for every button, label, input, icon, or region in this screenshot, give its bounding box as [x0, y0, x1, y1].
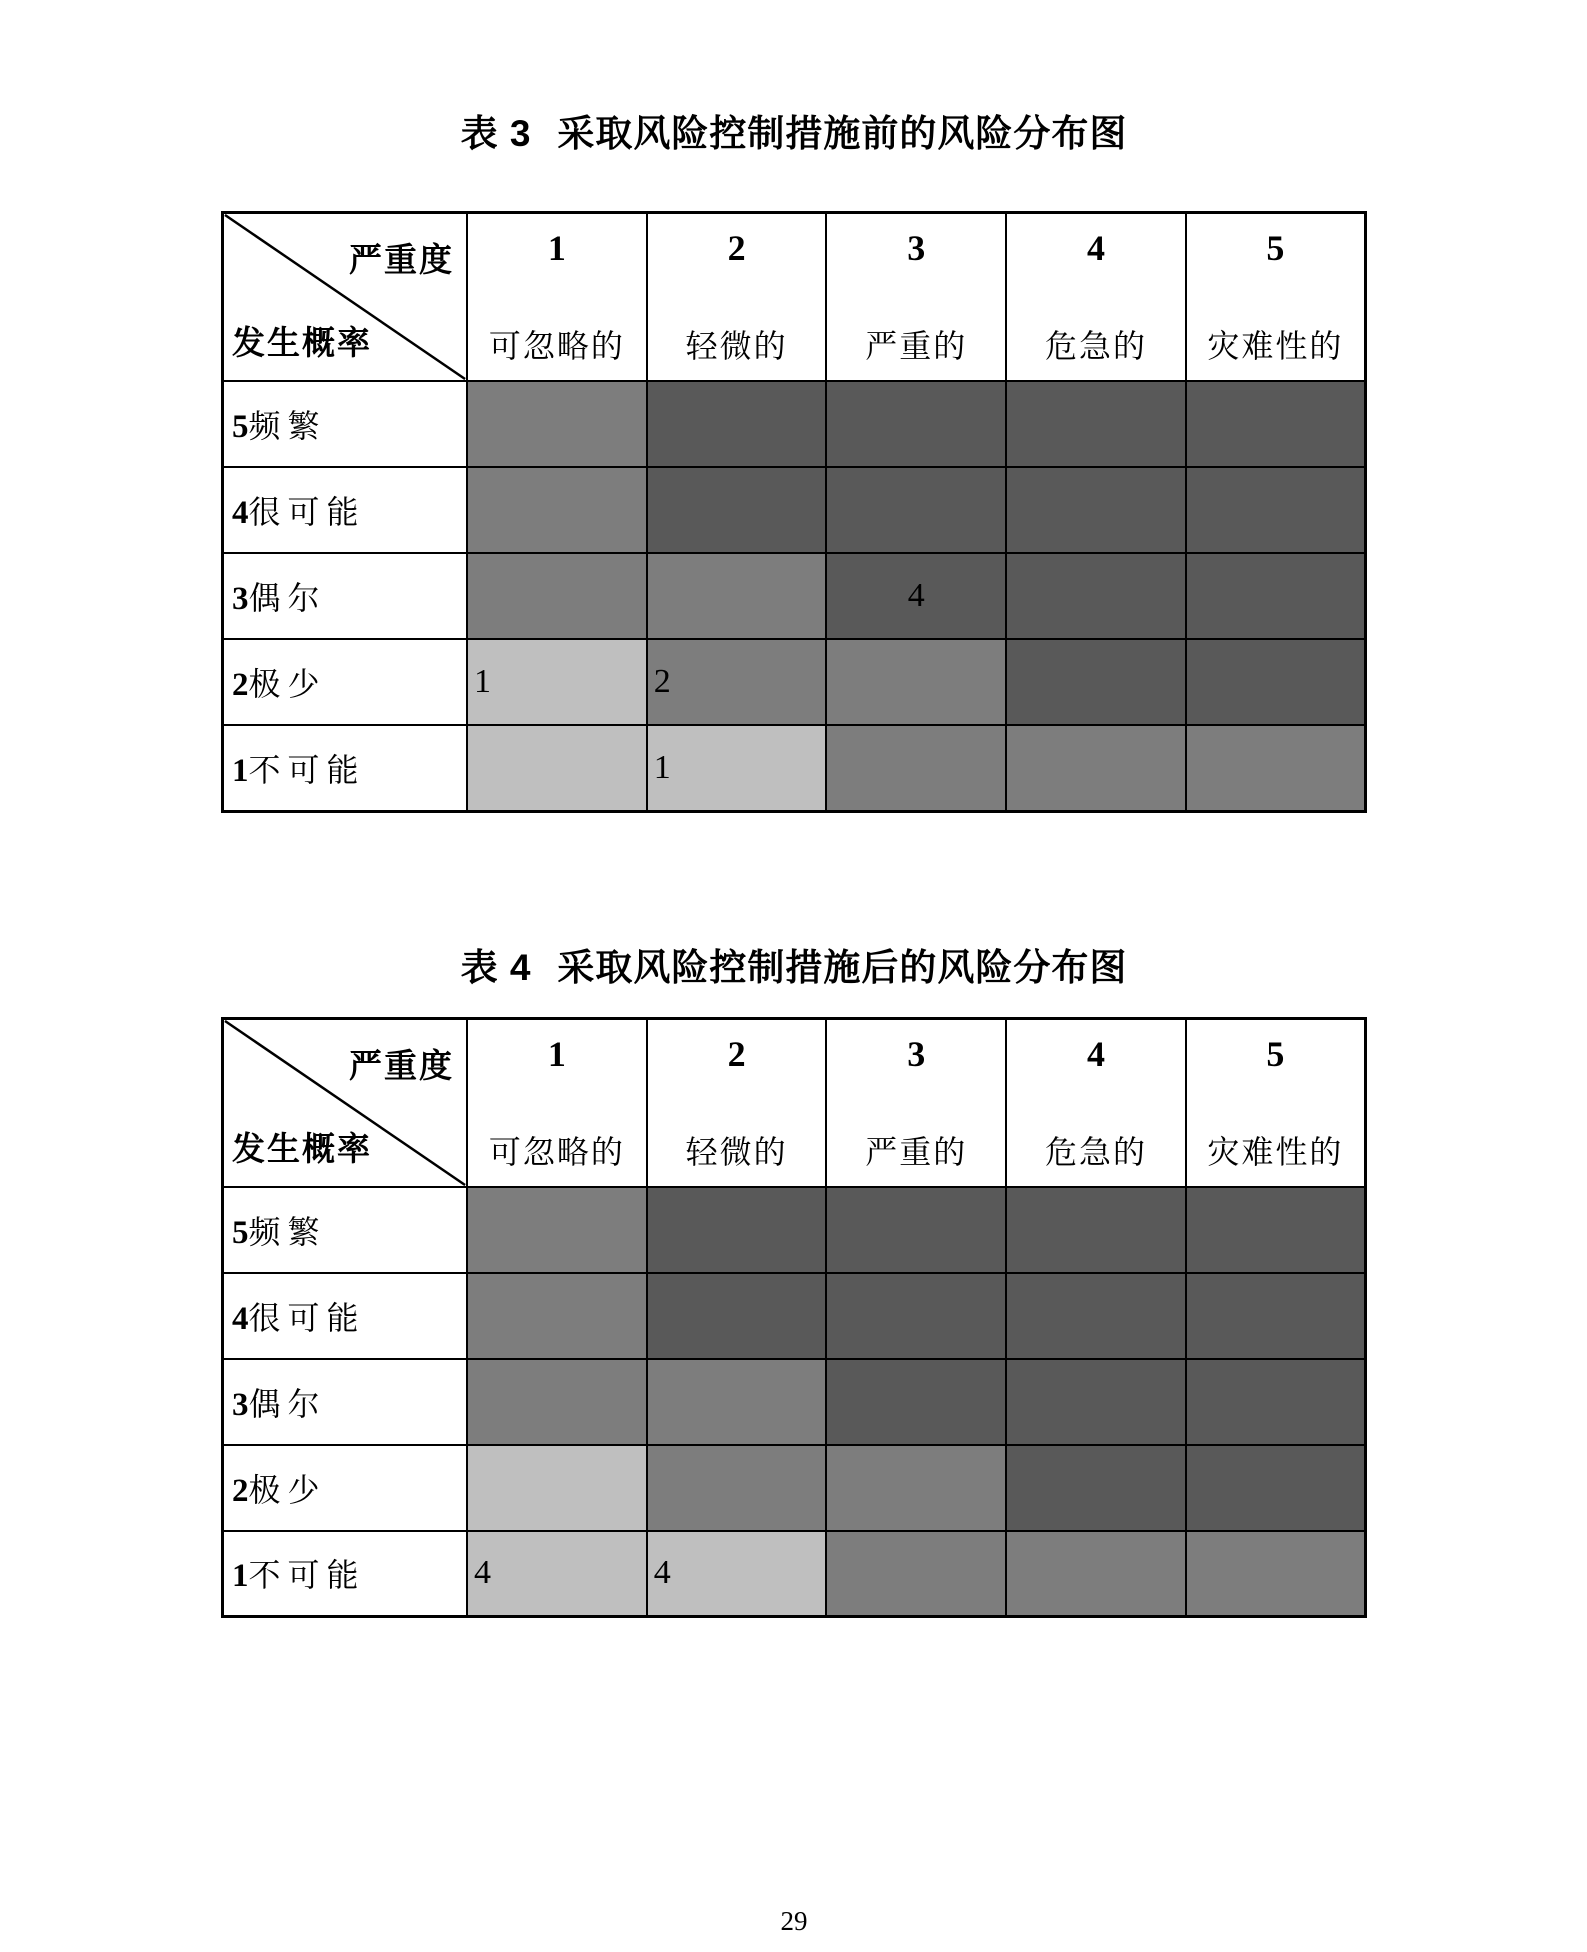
- risk-cell: [467, 553, 647, 639]
- column-header-5: [1186, 213, 1366, 382]
- column-number: 2: [727, 1033, 746, 1074]
- risk-cell-value: 2: [653, 663, 671, 700]
- table-3-title: [221, 0, 1367, 157]
- risk-cell: [467, 725, 647, 811]
- table-row: [223, 1187, 1366, 1273]
- row-number: 4: [232, 1300, 249, 1337]
- risk-matrix-table-before: [221, 211, 1367, 813]
- column-label: 可忽略的: [488, 1133, 625, 1170]
- column-number: 4: [1086, 228, 1105, 268]
- risk-cell: [647, 1187, 827, 1273]
- row-number: 1: [232, 752, 249, 789]
- risk-cell: [1006, 381, 1186, 467]
- risk-cell: [826, 639, 1006, 725]
- row-number: 1: [232, 1558, 249, 1595]
- column-header-3: [826, 213, 1006, 382]
- row-label: 极少: [248, 666, 327, 702]
- row-number: 3: [232, 581, 249, 617]
- corner-cell: [223, 213, 468, 382]
- column-label: 轻微的: [685, 328, 788, 364]
- column-header-5: [1186, 1018, 1366, 1187]
- page-number: 29: [780, 1906, 808, 1936]
- risk-cell: [647, 1531, 827, 1617]
- row-label: 很可能: [248, 1299, 366, 1336]
- table-4-title-label: 表 4: [460, 946, 532, 988]
- row-header-5: [223, 1187, 468, 1273]
- risk-cell: [1186, 1273, 1366, 1359]
- row-label: 偶尔: [248, 580, 327, 616]
- table-row: [223, 639, 1366, 725]
- risk-cell: [1186, 467, 1366, 553]
- corner-cell: [223, 1018, 468, 1187]
- risk-cell-value: 4: [474, 1554, 492, 1592]
- table-row: [223, 381, 1366, 467]
- risk-cell: [1186, 639, 1366, 725]
- risk-cell: [826, 1531, 1006, 1617]
- risk-cell: [1006, 725, 1186, 811]
- row-label: 偶尔: [248, 1385, 327, 1422]
- table-row: [223, 725, 1366, 811]
- risk-cell: [826, 381, 1006, 467]
- risk-cell: [467, 381, 647, 467]
- risk-cell: [467, 1273, 647, 1359]
- row-header-3: [223, 553, 468, 639]
- row-header-2: [223, 639, 468, 725]
- row-number: 5: [232, 409, 249, 445]
- severity-axis-label: 严重度: [349, 243, 455, 279]
- column-label: 严重的: [865, 328, 968, 364]
- risk-cell: [826, 553, 1006, 639]
- table-4-title-text: 采取风险控制措施后的风险分布图: [557, 946, 1128, 988]
- row-label: 很可能: [248, 494, 366, 530]
- table-row: [223, 1359, 1366, 1445]
- risk-cell: [1186, 725, 1366, 811]
- risk-cell: [647, 1359, 827, 1445]
- column-label: 可忽略的: [488, 328, 625, 364]
- probability-axis-label: 发生概率: [232, 326, 372, 362]
- column-header-2: [647, 1018, 827, 1187]
- row-header-3: [223, 1359, 468, 1445]
- column-number: 2: [727, 228, 746, 268]
- column-label: 危急的: [1044, 1133, 1147, 1170]
- column-header-1: [467, 213, 647, 382]
- risk-cell: [826, 1187, 1006, 1273]
- column-header-4: [1006, 213, 1186, 382]
- probability-axis-label: 发生概率: [232, 1131, 372, 1168]
- row-label: 频繁: [248, 1213, 327, 1250]
- risk-cell: [467, 1359, 647, 1445]
- risk-cell: [826, 467, 1006, 553]
- risk-cell: [647, 381, 827, 467]
- risk-cell: [467, 1187, 647, 1273]
- table-row: [223, 553, 1366, 639]
- table-row: [223, 1445, 1366, 1531]
- row-header-2: [223, 1445, 468, 1531]
- risk-cell: [647, 1445, 827, 1531]
- column-number: 5: [1266, 228, 1285, 268]
- risk-cell: [647, 1273, 827, 1359]
- row-header-1: [223, 1531, 468, 1617]
- table-row: [223, 467, 1366, 553]
- row-header-1: [223, 725, 468, 811]
- column-label: 灾难性的: [1207, 1133, 1344, 1170]
- risk-cell: [826, 1273, 1006, 1359]
- risk-cell-value: 4: [653, 1554, 671, 1592]
- severity-axis-label: 严重度: [349, 1048, 455, 1085]
- row-number: 5: [232, 1214, 249, 1251]
- table-4-title: [221, 937, 1367, 991]
- page-content: [221, 0, 1367, 1937]
- risk-cell-value: 1: [474, 663, 492, 700]
- column-number: 5: [1266, 1033, 1285, 1074]
- row-number: 2: [232, 1472, 249, 1509]
- table-row: [223, 1273, 1366, 1359]
- table-row: [223, 1531, 1366, 1617]
- risk-cell: [1006, 1359, 1186, 1445]
- risk-cell: [1006, 1531, 1186, 1617]
- row-number: 2: [232, 667, 249, 703]
- table-3-title-text: 采取风险控制措施前的风险分布图: [557, 113, 1128, 154]
- risk-cell: [1186, 381, 1366, 467]
- risk-cell: [1186, 1445, 1366, 1531]
- row-label: 不可能: [248, 751, 366, 788]
- risk-cell: [467, 1445, 647, 1531]
- risk-cell: [1186, 1531, 1366, 1617]
- risk-cell: [1006, 553, 1186, 639]
- column-number: 1: [547, 228, 566, 268]
- risk-cell: [1006, 1187, 1186, 1273]
- risk-cell: [647, 725, 827, 811]
- column-label: 危急的: [1044, 328, 1147, 364]
- risk-cell: [1006, 467, 1186, 553]
- risk-cell: [1006, 1273, 1186, 1359]
- risk-cell: [647, 639, 827, 725]
- risk-cell: [647, 553, 827, 639]
- row-label: 极少: [248, 1471, 327, 1508]
- risk-cell-value: 4: [907, 577, 925, 614]
- column-number: 1: [547, 1033, 566, 1074]
- column-number: 3: [907, 1033, 926, 1074]
- risk-cell: [826, 1445, 1006, 1531]
- risk-cell: [1186, 1359, 1366, 1445]
- column-header-1: [467, 1018, 647, 1187]
- table-3-title-label: 表 3: [460, 113, 532, 154]
- risk-cell: [1186, 553, 1366, 639]
- column-label: 严重的: [865, 1133, 968, 1170]
- risk-cell: [1006, 1445, 1186, 1531]
- column-label: 灾难性的: [1207, 328, 1344, 364]
- risk-cell: [826, 1359, 1006, 1445]
- risk-cell: [467, 639, 647, 725]
- row-header-5: [223, 381, 468, 467]
- risk-cell: [1006, 639, 1186, 725]
- risk-cell: [647, 467, 827, 553]
- risk-cell: [826, 725, 1006, 811]
- risk-cell: [1186, 1187, 1366, 1273]
- column-header-2: [647, 213, 827, 382]
- row-header-4: [223, 467, 468, 553]
- row-label: 不可能: [248, 1557, 366, 1594]
- row-number: 3: [232, 1386, 249, 1423]
- risk-cell: [467, 467, 647, 553]
- column-number: 3: [907, 228, 926, 268]
- row-number: 4: [232, 495, 249, 531]
- column-label: 轻微的: [685, 1133, 788, 1170]
- risk-cell-value: 1: [653, 748, 671, 786]
- column-number: 4: [1086, 1033, 1105, 1074]
- column-header-4: [1006, 1018, 1186, 1187]
- column-header-3: [826, 1018, 1006, 1187]
- row-label: 频繁: [248, 408, 327, 444]
- risk-matrix-table-after: [221, 1017, 1367, 1619]
- row-header-4: [223, 1273, 468, 1359]
- risk-cell: [467, 1531, 647, 1617]
